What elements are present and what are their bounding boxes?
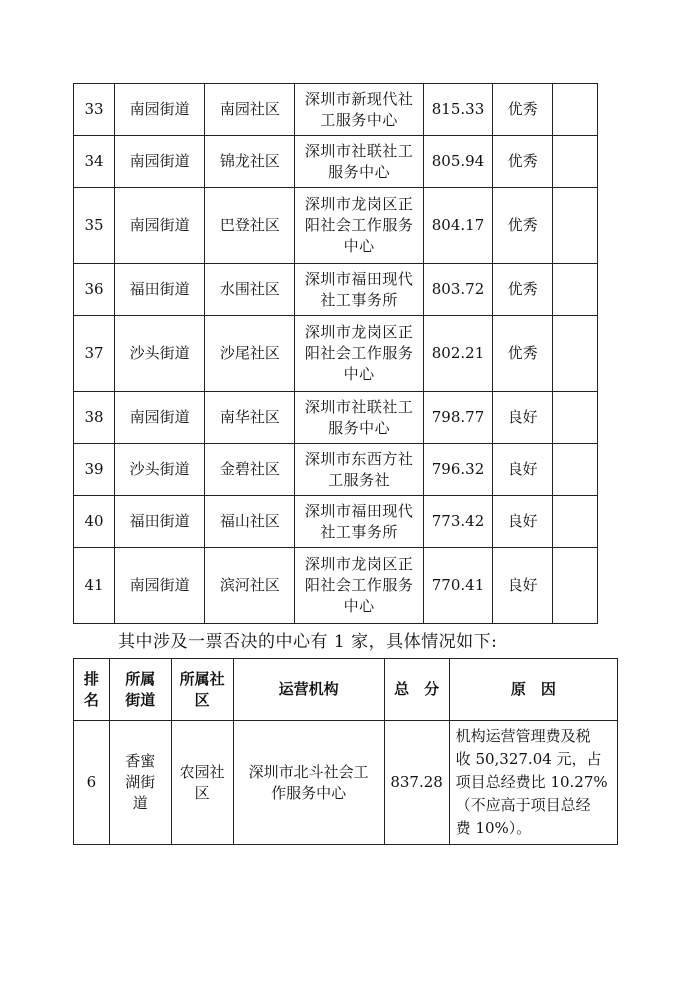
veto-org: 深圳市北斗社会工 作服务中心 [233, 721, 384, 845]
ranking-table-body [74, 84, 598, 624]
score-cell: 805.94 [423, 136, 493, 188]
org-line: 社工事务所 [320, 522, 398, 541]
veto-table [73, 658, 618, 845]
blank-cell [552, 316, 597, 392]
org-line: 服务中心 [328, 162, 391, 181]
blank-cell [552, 392, 597, 444]
grade-cell: 良好 [493, 496, 552, 548]
street-cell: 南园街道 [115, 392, 205, 444]
table-row [74, 264, 598, 316]
grade-cell: 良好 [493, 392, 552, 444]
org-cell [295, 316, 423, 392]
org-line: 阳社会工作服务 [304, 216, 414, 234]
org-cell [295, 188, 423, 264]
rank-cell: 35 [74, 188, 115, 264]
street-cell: 沙头街道 [115, 444, 205, 496]
org-line: 深圳市社联社工 [304, 397, 414, 416]
veto-header-reason: 原 因 [449, 659, 617, 721]
org-line: 社工事务所 [320, 290, 398, 309]
table-row [74, 136, 598, 188]
org-line: 中心 [343, 365, 375, 383]
table-row [74, 316, 598, 392]
table-row [74, 392, 598, 444]
veto-rank: 6 [74, 721, 110, 845]
score-cell: 815.33 [423, 84, 493, 136]
org-line: 深圳市龙岗区正 [304, 323, 414, 341]
score-cell: 804.17 [423, 188, 493, 264]
org-line: 服务中心 [328, 418, 391, 437]
veto-header-rank: 排 名 [74, 659, 110, 721]
org-line: 阳社会工作服务 [304, 344, 414, 362]
table-row [74, 84, 598, 136]
org-cell [295, 444, 423, 496]
blank-cell [552, 548, 597, 624]
blank-cell [552, 136, 597, 188]
org-line: 深圳市龙岗区正 [304, 195, 414, 213]
rank-cell: 37 [74, 316, 115, 392]
veto-intro-text: 其中涉及一票否决的中心有 1 家，具体情况如下: [118, 632, 498, 652]
veto-row [74, 721, 618, 845]
blank-cell [552, 188, 597, 264]
rank-cell: 41 [74, 548, 115, 624]
org-line: 工服务社 [328, 470, 391, 489]
rank-cell: 38 [74, 392, 115, 444]
org-line: 深圳市新现代社 [304, 89, 414, 108]
veto-header-street: 所属 街道 [109, 659, 171, 721]
street-cell: 福田街道 [115, 496, 205, 548]
org-line: 中心 [343, 237, 375, 255]
rank-cell: 40 [74, 496, 115, 548]
blank-cell [552, 444, 597, 496]
veto-header-row [74, 659, 618, 721]
score-cell: 803.72 [423, 264, 493, 316]
org-line: 深圳市福田现代 [304, 501, 414, 520]
score-cell: 770.41 [423, 548, 493, 624]
org-line: 工服务中心 [320, 110, 398, 129]
veto-reason: 机构运营管理费及税 收 50,327.04 元，占 项目总经费比 10.27% （不应高于项目总经 费 10%）。 [449, 721, 617, 845]
table-row [74, 496, 598, 548]
street-cell: 南园街道 [115, 548, 205, 624]
grade-cell: 优秀 [493, 136, 552, 188]
score-cell: 798.77 [423, 392, 493, 444]
org-cell [295, 136, 423, 188]
org-cell [295, 84, 423, 136]
street-cell: 福田街道 [115, 264, 205, 316]
rank-cell: 39 [74, 444, 115, 496]
table-row [74, 548, 598, 624]
rank-cell: 36 [74, 264, 115, 316]
community-cell: 金碧社区 [205, 444, 295, 496]
veto-street: 香蜜 湖街 道 [109, 721, 171, 845]
org-cell [295, 392, 423, 444]
blank-cell [552, 84, 597, 136]
grade-cell: 优秀 [493, 316, 552, 392]
veto-community: 农园社 区 [171, 721, 233, 845]
community-cell: 南园社区 [205, 84, 295, 136]
veto-score: 837.28 [384, 721, 449, 845]
grade-cell: 优秀 [493, 188, 552, 264]
community-cell: 沙尾社区 [205, 316, 295, 392]
ranking-table [73, 83, 598, 624]
org-line: 深圳市社联社工 [304, 141, 414, 160]
blank-cell [552, 496, 597, 548]
org-line: 深圳市福田现代 [304, 269, 414, 288]
veto-header-score: 总 分 [384, 659, 449, 721]
rank-cell: 33 [74, 84, 115, 136]
rank-cell: 34 [74, 136, 115, 188]
street-cell: 南园街道 [115, 84, 205, 136]
score-cell: 773.42 [423, 496, 493, 548]
street-cell: 南园街道 [115, 136, 205, 188]
community-cell: 水围社区 [205, 264, 295, 316]
blank-cell [552, 264, 597, 316]
grade-cell: 良好 [493, 548, 552, 624]
grade-cell: 优秀 [493, 84, 552, 136]
grade-cell: 良好 [493, 444, 552, 496]
score-cell: 802.21 [423, 316, 493, 392]
org-line: 阳社会工作服务 [304, 576, 414, 594]
community-cell: 福山社区 [205, 496, 295, 548]
org-cell [295, 496, 423, 548]
community-cell: 滨河社区 [205, 548, 295, 624]
street-cell: 沙头街道 [115, 316, 205, 392]
table-row [74, 188, 598, 264]
org-cell [295, 264, 423, 316]
org-line: 中心 [343, 597, 375, 615]
org-line: 深圳市龙岗区正 [304, 555, 414, 573]
veto-header-org: 运营机构 [233, 659, 384, 721]
community-cell: 南华社区 [205, 392, 295, 444]
org-line: 深圳市东西方社 [304, 449, 414, 468]
community-cell: 巴登社区 [205, 188, 295, 264]
table-row [74, 444, 598, 496]
street-cell: 南园街道 [115, 188, 205, 264]
community-cell: 锦龙社区 [205, 136, 295, 188]
grade-cell: 优秀 [493, 264, 552, 316]
score-cell: 796.32 [423, 444, 493, 496]
veto-header-community: 所属社 区 [171, 659, 233, 721]
org-cell [295, 548, 423, 624]
